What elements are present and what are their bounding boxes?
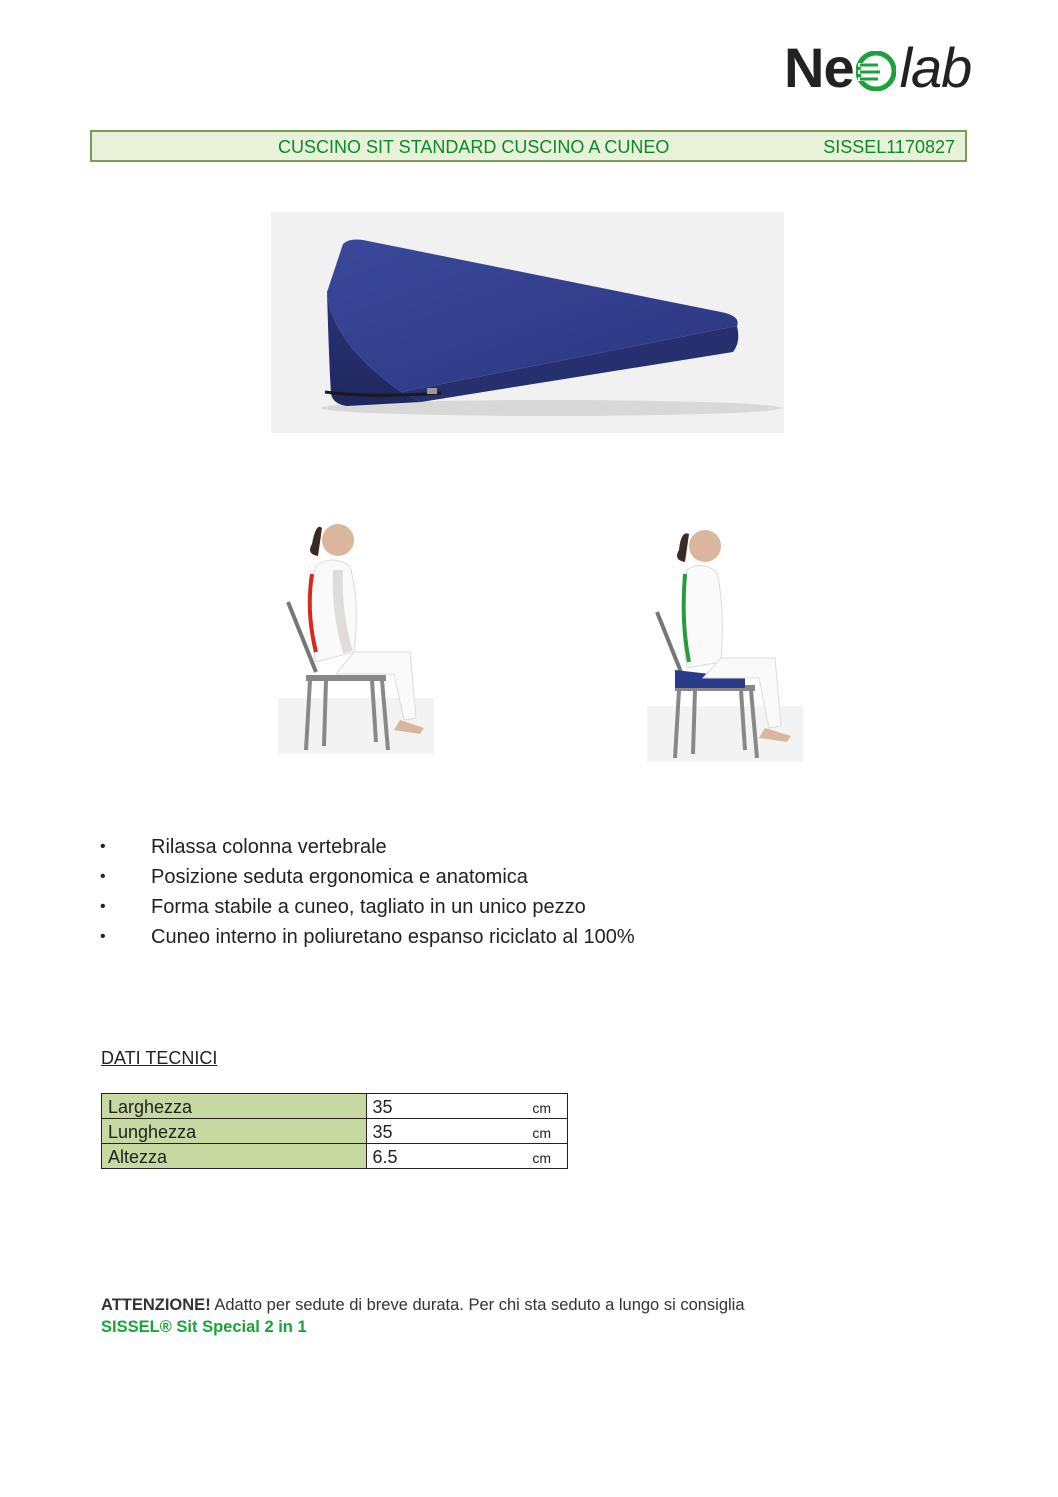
logo-text-part1: Ne [784, 35, 854, 99]
product-title: CUSCINO SIT STANDARD CUSCINO A CUNEO [278, 137, 670, 157]
tech-value-cell [366, 1094, 568, 1119]
bullet-icon: • [100, 898, 106, 915]
posture-with-cushion-image [645, 512, 805, 764]
product-code: SISSEL1170827 [823, 137, 955, 157]
list-item [100, 892, 635, 922]
product-header [90, 130, 967, 162]
pillow-photo [271, 212, 784, 433]
feature-text: Cuneo interno in poliuretano espanso riciclato al 100% [151, 926, 635, 948]
list-item [100, 922, 635, 952]
tech-label: Larghezza [102, 1094, 367, 1119]
feature-text: Rilassa colonna vertebrale [151, 836, 387, 858]
posture-without-cushion-image [276, 502, 436, 756]
logo-text-part2: lab [899, 35, 972, 99]
bullet-icon: • [100, 838, 106, 855]
tech-data-heading: DATI TECNICI [101, 1048, 218, 1068]
tech-value-cell [366, 1144, 568, 1169]
attention-note [101, 1294, 961, 1338]
table-row [102, 1144, 568, 1169]
bullet-icon: • [100, 928, 106, 945]
tech-value: 6.5 [372, 1147, 398, 1167]
tech-unit: cm [532, 1150, 551, 1166]
tech-value: 35 [372, 1097, 393, 1117]
logo-o-icon [856, 51, 896, 91]
table-row [102, 1094, 568, 1119]
attention-text: Adatto per sedute di breve durata. Per chi sta seduto a lungo si consiglia [210, 1296, 745, 1314]
tech-unit: cm [532, 1125, 551, 1141]
list-item [100, 862, 635, 892]
features-list [100, 832, 635, 952]
tech-unit: cm [532, 1100, 551, 1116]
tech-value: 35 [372, 1122, 393, 1142]
tech-label: Altezza [102, 1144, 367, 1169]
feature-text: Posizione seduta ergonomica e anatomica [151, 866, 528, 888]
tech-data-table [101, 1093, 568, 1169]
tech-value-cell [366, 1119, 568, 1144]
attention-label: ATTENZIONE! [101, 1296, 211, 1314]
list-item [100, 832, 635, 862]
feature-text: Forma stabile a cuneo, tagliato in un unico pezzo [151, 896, 586, 918]
table-row [102, 1119, 568, 1144]
bullet-icon: • [100, 868, 106, 885]
neolab-logo [784, 34, 971, 100]
tech-label: Lunghezza [102, 1119, 367, 1144]
recommended-product: SISSEL® Sit Special 2 in 1 [101, 1318, 307, 1336]
